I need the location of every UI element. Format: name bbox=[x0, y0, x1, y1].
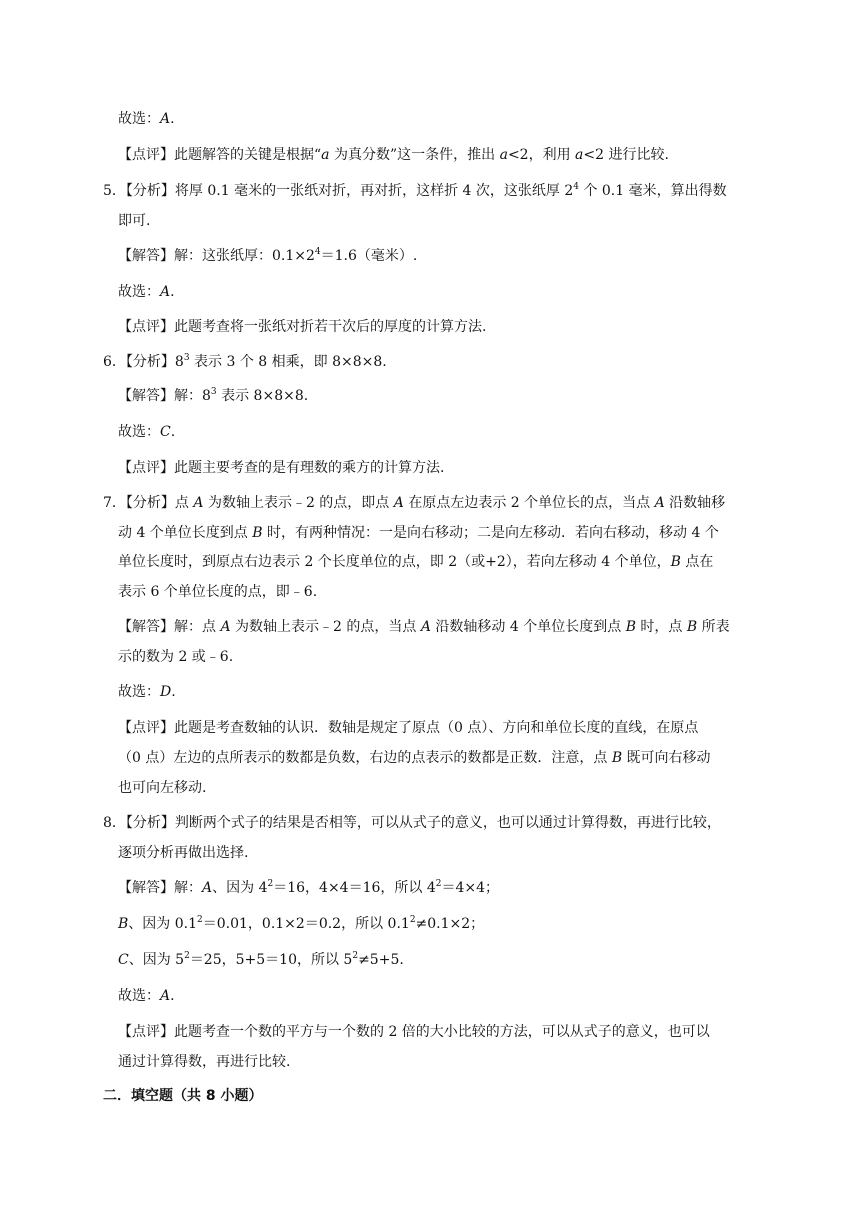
q7-comment-line3: 也可向左移动. bbox=[118, 780, 207, 796]
q6-solution: 【解答】解：$8^3$ 表示 8×8×8. bbox=[118, 387, 309, 404]
q7-analysis-line3: 单位长度时，到原点右边表示 2 个长度单位的点，即 2（或+2），若向左移动 4 个单位，B 点在 bbox=[118, 554, 714, 570]
q8-answer: 故选：A. bbox=[118, 988, 175, 1004]
q7-analysis-line4: 表示 6 个单位长度的点，即﹣6. bbox=[118, 584, 318, 600]
section-heading: 二．填空题（共 8 小题） bbox=[103, 1088, 263, 1104]
q7-comment-line2: （0 点）左边的点所表示的数都是负数，右边的点表示的数都是正数．注意，点 B 既可向右移动 bbox=[118, 750, 711, 766]
q8-analysis-line1: 8．【分析】判断两个式子的结果是否相等，可以从式子的意义，也可以通过计算得数，再进行比较， bbox=[103, 815, 721, 831]
q8-comment-line2: 通过计算得数，再进行比较. bbox=[118, 1054, 291, 1070]
q5-comment: 【点评】此题考查将一张纸对折若干次后的厚度的计算方法. bbox=[118, 319, 487, 335]
q6-comment: 【点评】此题主要考查的是有理数的乘方的计算方法. bbox=[118, 460, 445, 476]
q8-comment-line1: 【点评】此题考查一个数的平方与一个数的 2 倍的大小比较的方法，可以从式子的意义，也可以 bbox=[118, 1024, 710, 1040]
q6-analysis: 6．【分析】$8^3$ 表示 3 个 8 相乘，即 8×8×8. bbox=[103, 353, 387, 370]
q8-solution-c: C、因为 $5^2=25$，5+5＝10，所以 $5^2\ne 5+5$. bbox=[118, 951, 404, 968]
q8-solution-b: B、因为 $0.1^2=0.01$，0.1×2＝0.2，所以 $0.1^2\ne 0.1\times 2$； bbox=[118, 915, 485, 932]
q8-solution-a: 【解答】解：A、因为 $4^2=16$，4×4＝16，所以 $4^2=4\times 4$； bbox=[118, 879, 500, 896]
q7-analysis-line2: 动 4 个单位长度到点 B 时，有两种情况：一是向右移动；二是向左移动．若向右移动，移动 4 个 bbox=[118, 525, 719, 541]
q7-solution-line1: 【解答】解：点 A 为数轴上表示﹣2 的点，当点 A 沿数轴移动 4 个单位长度到点 B 时，点 B 所表 bbox=[118, 619, 730, 635]
q5-answer: 故选：A. bbox=[118, 284, 175, 300]
q7-answer: 故选：D. bbox=[118, 684, 176, 700]
q6-answer: 故选：C. bbox=[118, 424, 176, 440]
q7-analysis-line1: 7．【分析】点 A 为数轴上表示﹣2 的点，即点 A 在原点左边表示 2 个单位长的点，当点 A 沿数轴移 bbox=[103, 495, 726, 511]
q5-solution: 【解答】解：这张纸厚：$0.1\times 2^4=1.6$（毫米）. bbox=[118, 247, 418, 264]
q5-analysis-line2: 即可. bbox=[118, 213, 151, 229]
q7-comment-line1: 【点评】此题是考查数轴的认识．数轴是规定了原点（0 点）、方向和单位长度的直线，在原点 bbox=[118, 720, 699, 736]
q5-analysis-line1: 5．【分析】将厚 0.1 毫米的一张纸对折，再对折，这样折 4 次，这张纸厚 $2^4$ 个 0.1 毫米，算出得数 bbox=[103, 182, 727, 199]
q8-analysis-line2: 逐项分析再做出选择. bbox=[118, 845, 249, 861]
q7-solution-line2: 示的数为 2 或﹣6. bbox=[118, 649, 234, 665]
q4-comment: 【点评】此题解答的关键是根据“a 为真分数”这一条件，推出 a<2，利用 a<2 进行比较. bbox=[118, 147, 669, 163]
q4-answer: 故选：A. bbox=[118, 111, 175, 127]
